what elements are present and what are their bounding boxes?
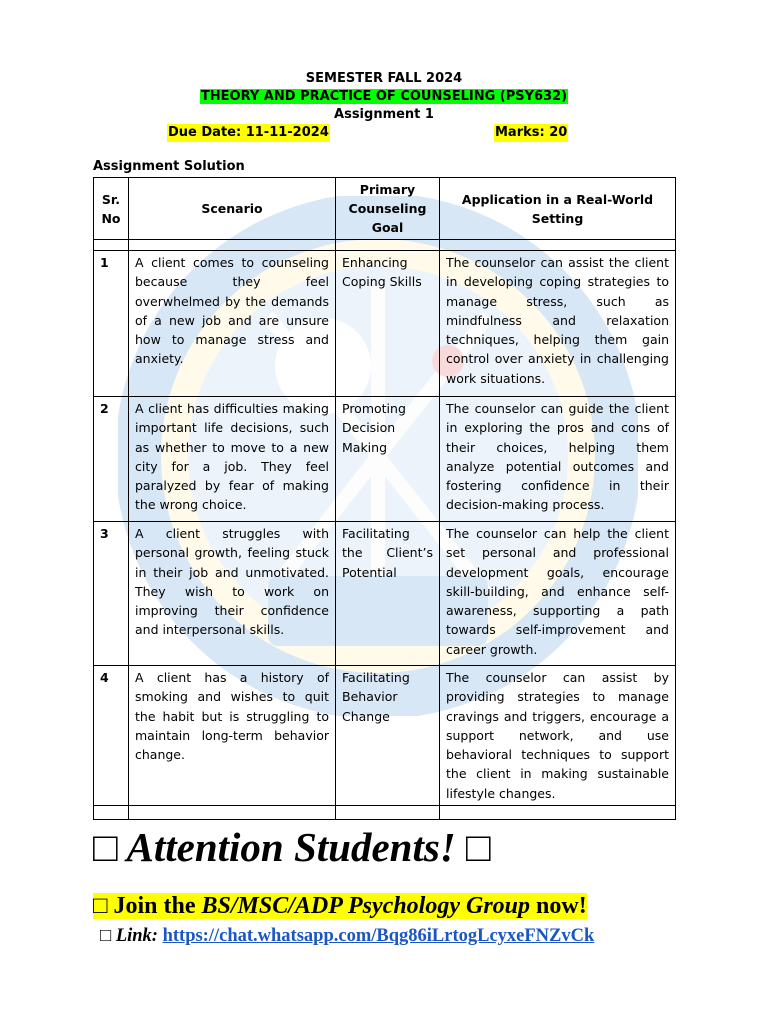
spacer-cell bbox=[440, 806, 676, 820]
table-row bbox=[94, 251, 676, 397]
spacer-cell bbox=[129, 806, 336, 820]
semester-text: SEMESTER FALL 2024 bbox=[305, 71, 463, 86]
cell-sr-no: 3 bbox=[94, 522, 129, 666]
spacer-cell bbox=[94, 806, 129, 820]
column-header-goal: Primary Counseling Goal bbox=[336, 178, 440, 240]
marks: Marks: 20 bbox=[495, 125, 568, 140]
cell-goal: Enhancing Coping Skills bbox=[336, 251, 440, 397]
course-title-text: THEORY AND PRACTICE OF COUNSELING (PSY632) bbox=[200, 89, 568, 104]
spacer-cell bbox=[336, 240, 440, 251]
cell-scenario: A client has difficulties making important life decisions, such as whether to move to a new city for a job. They feel paralyzed by fear of making the wrong choice. bbox=[129, 397, 336, 522]
join-prefix: □ Join the bbox=[93, 893, 202, 919]
table-row bbox=[94, 397, 676, 522]
table-body bbox=[94, 240, 676, 820]
cell-goal: Promoting Decision Making bbox=[336, 397, 440, 522]
cell-sr-no: 4 bbox=[94, 666, 129, 806]
table-header-row bbox=[94, 178, 676, 240]
course-title bbox=[0, 88, 768, 106]
semester-title bbox=[0, 70, 768, 88]
document-header bbox=[0, 70, 768, 142]
cell-goal: Facilitating Behavior Change bbox=[336, 666, 440, 806]
link-label: Link: bbox=[115, 926, 158, 946]
cell-scenario: A client comes to counseling because they feel overwhelmed by the demands of a new job and are unsure how to manage stress and anxiety. bbox=[129, 251, 336, 397]
table-row bbox=[94, 666, 676, 806]
spacer-row-bottom bbox=[94, 806, 676, 820]
spacer-cell bbox=[94, 240, 129, 251]
column-header-sr-no: Sr. No bbox=[94, 178, 129, 240]
link-prefix: □ bbox=[100, 926, 116, 946]
attention-heading: □ Attention Students! □ bbox=[93, 824, 491, 870]
join-group-highlight bbox=[93, 893, 587, 919]
due-marks-row bbox=[0, 124, 768, 142]
table-row bbox=[94, 522, 676, 666]
cell-scenario: A client has a history of smoking and wishes to quit the habit but is struggling to maintain long-term behavior change. bbox=[129, 666, 336, 806]
spacer-cell bbox=[129, 240, 336, 251]
cell-application: The counselor can assist the client in developing coping strategies to manage stress, such as mindfulness and relaxation techniques, helping them gain control over anxiety in challenging work situations. bbox=[440, 251, 676, 397]
spacer-cell bbox=[440, 240, 676, 251]
cell-sr-no: 2 bbox=[94, 397, 129, 522]
cell-application: The counselor can assist by providing strategies to manage cravings and triggers, encourage a support network, and use behavioral techniques to support the client in making sustainable lifestyle changes. bbox=[440, 666, 676, 806]
join-group-line bbox=[93, 891, 587, 921]
column-header-application: Application in a Real-World Setting bbox=[440, 178, 676, 240]
assignment-text: Assignment 1 bbox=[334, 107, 434, 122]
assignment-title bbox=[0, 106, 768, 124]
cell-application: The counselor can help the client set personal and professional development goals, encourage skill-building, and enhance self-awareness, supporting a path towards self-improvement and career growth. bbox=[440, 522, 676, 666]
cell-goal: Facilitating the Client’s Potential bbox=[336, 522, 440, 666]
cell-scenario: A client struggles with personal growth, feeling stuck in their job and unmotivated. They wish to work on improving their confidence and interpersonal skills. bbox=[129, 522, 336, 666]
whatsapp-group-link[interactable]: https://chat.whatsapp.com/Bqg86iLrtogLcyxeFNZvCk bbox=[162, 926, 595, 946]
link-line bbox=[100, 924, 594, 948]
spacer-row-top bbox=[94, 240, 676, 251]
group-name: BS/MSC/ADP Psychology Group bbox=[201, 893, 531, 919]
join-suffix: now! bbox=[530, 893, 587, 919]
column-header-scenario: Scenario bbox=[129, 178, 336, 240]
section-label: Assignment Solution bbox=[93, 159, 245, 174]
spacer-cell bbox=[336, 806, 440, 820]
cell-sr-no: 1 bbox=[94, 251, 129, 397]
due-date: Due Date: 11-11-2024 bbox=[168, 125, 329, 140]
assignment-solution-table bbox=[93, 177, 676, 820]
cell-application: The counselor can guide the client in exploring the pros and cons of their choices, helping them analyze potential outcomes and fostering confidence in their decision-making process. bbox=[440, 397, 676, 522]
